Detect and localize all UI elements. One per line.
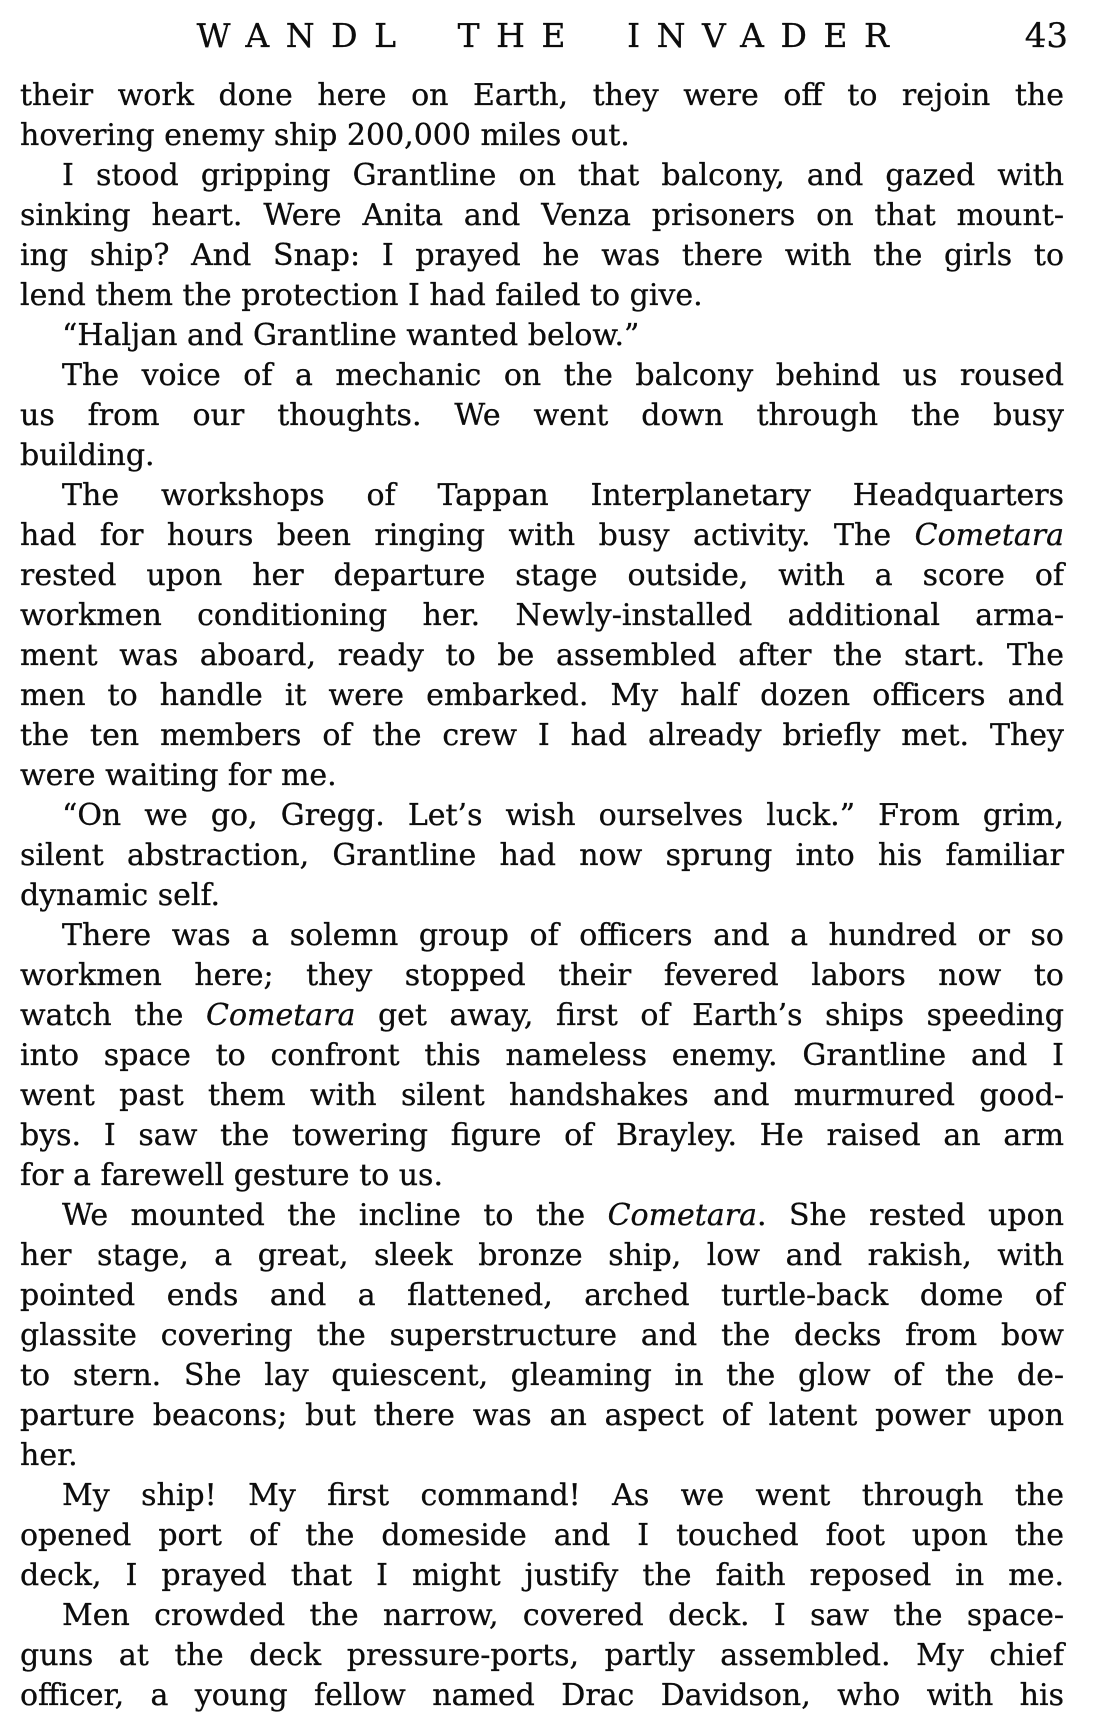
text-segment: building. <box>20 438 155 473</box>
text-segment: into space to confront this nameless enemy. Grantline and I <box>20 1038 1064 1073</box>
text-line <box>20 716 1064 756</box>
text-line <box>20 1516 1064 1556</box>
text-line <box>20 1356 1064 1396</box>
text-line <box>20 1396 1064 1436</box>
text-segment: deck, I prayed that I might justify the faith reposed in me. <box>20 1558 1064 1593</box>
italic-text: Cometara <box>914 518 1064 553</box>
text-line <box>20 596 1064 636</box>
text-segment: dynamic self. <box>20 878 221 913</box>
text-line <box>20 516 1064 556</box>
text-segment: their work done here on Earth, they were off to rejoin the <box>20 78 1064 113</box>
text-line <box>20 836 1064 876</box>
text-segment: There was a solemn group of officers and a hundred or so <box>62 918 1064 953</box>
text-line <box>20 1636 1064 1676</box>
text-segment: get away, first of Earth’s ships speeding <box>355 998 1064 1033</box>
text-line <box>20 396 1064 436</box>
text-segment: were waiting for me. <box>20 758 337 793</box>
text-line <box>20 956 1064 996</box>
text-segment: workmen here; they stopped their fevered labors now to <box>20 958 1064 993</box>
text-segment: The voice of a mechanic on the balcony behind us roused <box>62 358 1064 393</box>
text-segment: hovering enemy ship 200,000 miles out. <box>20 118 630 153</box>
text-line <box>20 996 1064 1036</box>
text-segment: guns at the deck pressure-ports, partly assembled. My chief <box>20 1638 1064 1673</box>
italic-text: Cometara <box>607 1198 757 1233</box>
text-segment: “On we go, Gregg. Let’s wish ourselves luck.” From grim, <box>62 798 1064 833</box>
text-segment: went past them with silent handshakes and murmured good- <box>20 1078 1064 1113</box>
text-line <box>20 1316 1064 1356</box>
text-line <box>20 476 1064 516</box>
text-segment: officer, a young fellow named Drac Davidson, who with his <box>20 1678 1064 1713</box>
text-segment: us from our thoughts. We went down through the busy <box>20 398 1064 433</box>
text-segment: had for hours been ringing with busy activity. The <box>20 518 915 553</box>
italic-text: Cometara <box>206 998 356 1033</box>
running-head: WANDL THE INVADER <box>196 16 906 55</box>
text-line <box>20 1156 1064 1196</box>
text-segment: bys. I saw the towering figure of Brayley. He raised an arm <box>20 1118 1064 1153</box>
text-segment: ment was aboard, ready to be assembled after the start. The <box>20 638 1064 673</box>
page-body <box>0 66 1102 1716</box>
text-segment: watch the <box>20 998 206 1033</box>
text-line <box>20 116 1064 156</box>
text-line <box>20 276 1064 316</box>
page-number: 43 <box>1024 16 1068 56</box>
text-segment: rested upon her departure stage outside, with a score of <box>20 558 1064 593</box>
text-line <box>20 636 1064 676</box>
text-line <box>20 1476 1064 1516</box>
text-segment: for a farewell gesture to us. <box>20 1158 443 1193</box>
text-segment: men to handle it were embarked. My half dozen officers and <box>20 678 1064 713</box>
text-segment: We mounted the incline to the <box>62 1198 608 1233</box>
text-segment: ing ship? And Snap: I prayed he was there with the girls to <box>20 238 1064 273</box>
text-line <box>20 556 1064 596</box>
text-segment: her. <box>20 1438 78 1473</box>
text-segment: glassite covering the superstructure and the decks from bow <box>20 1318 1064 1353</box>
text-line <box>20 1436 1064 1476</box>
text-segment: parture beacons; but there was an aspect of latent power upon <box>20 1398 1064 1433</box>
text-line <box>20 236 1064 276</box>
text-line <box>20 796 1064 836</box>
text-segment: sinking heart. Were Anita and Venza prisoners on that mount- <box>20 198 1064 233</box>
text-line <box>20 1236 1064 1276</box>
page-header <box>0 0 1102 66</box>
text-segment: The workshops of Tappan Interplanetary Headquarters <box>62 478 1064 513</box>
text-line <box>20 196 1064 236</box>
text-segment: to stern. She lay quiescent, gleaming in the glow of the de- <box>20 1358 1064 1393</box>
text-line <box>20 156 1064 196</box>
text-line <box>20 436 1064 476</box>
text-segment: workmen conditioning her. Newly-installed additional arma- <box>20 598 1064 633</box>
text-line <box>20 1196 1064 1236</box>
text-segment: the ten members of the crew I had already briefly met. They <box>20 718 1064 753</box>
text-line <box>20 76 1064 116</box>
text-line <box>20 676 1064 716</box>
text-line <box>20 1596 1064 1636</box>
text-line <box>20 916 1064 956</box>
text-segment: I stood gripping Grantline on that balcony, and gazed with <box>62 158 1064 193</box>
text-segment: opened port of the domeside and I touched foot upon the <box>20 1518 1064 1553</box>
text-segment: pointed ends and a flattened, arched turtle-back dome of <box>20 1278 1064 1313</box>
text-segment: silent abstraction, Grantline had now sprung into his familiar <box>20 838 1064 873</box>
text-line <box>20 1036 1064 1076</box>
text-line <box>20 1676 1064 1716</box>
text-line <box>20 1556 1064 1596</box>
text-line <box>20 316 1064 356</box>
text-line <box>20 756 1064 796</box>
text-line <box>20 1276 1064 1316</box>
text-segment: . She rested upon <box>756 1198 1064 1233</box>
text-line <box>20 356 1064 396</box>
text-segment: My ship! My first command! As we went through the <box>62 1478 1064 1513</box>
text-segment: Men crowded the narrow, covered deck. I saw the space- <box>62 1598 1064 1633</box>
text-line <box>20 876 1064 916</box>
text-line <box>20 1076 1064 1116</box>
text-segment: lend them the protection I had failed to give. <box>20 278 703 313</box>
text-segment: her stage, a great, sleek bronze ship, low and rakish, with <box>20 1238 1064 1273</box>
text-line <box>20 1116 1064 1156</box>
text-segment: “Haljan and Grantline wanted below.” <box>62 318 640 353</box>
